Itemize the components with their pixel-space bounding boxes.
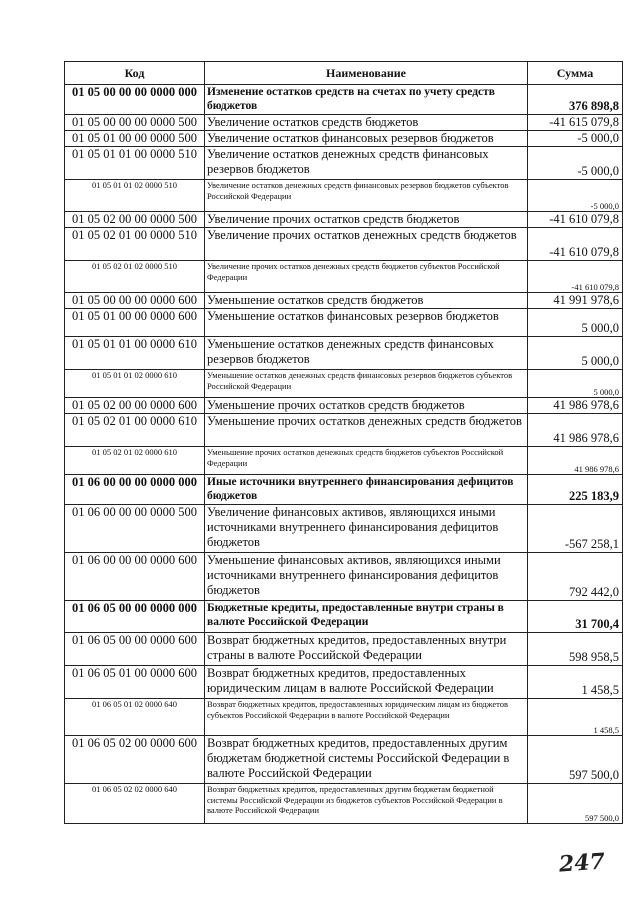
sum-cell: 41 986 978,6 xyxy=(528,398,623,414)
name-cell: Возврат бюджетных кредитов, предоставленных другим бюджетам бюджетной системы Российской Федерации в валюте Российской Федерации xyxy=(205,736,528,784)
name-cell: Увеличение финансовых активов, являющихся иными источниками внутреннего финансирования дефицитов бюджетов xyxy=(205,505,528,553)
name-cell: Уменьшение остатков денежных средств финансовых резервов бюджетов субъектов Российской Федерации xyxy=(205,370,528,398)
code-cell: 01 06 05 01 02 0000 640 xyxy=(65,699,205,736)
name-cell: Увеличение остатков средств бюджетов xyxy=(205,115,528,131)
code-cell: 01 05 00 00 00 0000 600 xyxy=(65,293,205,309)
name-cell: Увеличение прочих остатков средств бюджетов xyxy=(205,212,528,228)
name-cell: Иные источники внутреннего финансирования дефицитов бюджетов xyxy=(205,475,528,505)
sum-cell: 41 986 978,6 xyxy=(528,414,623,447)
sum-cell: -5 000,0 xyxy=(528,147,623,180)
code-cell: 01 06 05 02 00 0000 600 xyxy=(65,736,205,784)
sum-cell: 598 958,5 xyxy=(528,633,623,666)
table-row xyxy=(65,180,623,212)
sum-cell: 5 000,0 xyxy=(528,337,623,370)
name-cell: Возврат бюджетных кредитов, предоставленных юридическим лицам из бюджетов субъектов Российской Федерации в валюте Российской Федерации xyxy=(205,699,528,736)
code-cell: 01 06 05 00 00 0000 600 xyxy=(65,633,205,666)
code-cell: 01 05 02 01 02 0000 610 xyxy=(65,447,205,475)
name-cell: Уменьшение прочих остатков денежных средств бюджетов xyxy=(205,414,528,447)
sum-cell: 41 991 978,6 xyxy=(528,293,623,309)
sum-cell: -41 610 079,8 xyxy=(528,212,623,228)
table-row xyxy=(65,414,623,447)
code-cell: 01 05 00 00 00 0000 000 xyxy=(65,85,205,115)
table-row xyxy=(65,228,623,261)
sum-cell: -41 615 079,8 xyxy=(528,115,623,131)
table-row xyxy=(65,309,623,337)
sum-cell: 41 986 978,6 xyxy=(528,447,623,475)
code-cell: 01 06 05 01 00 0000 600 xyxy=(65,666,205,699)
table-row xyxy=(65,736,623,784)
sum-cell: 1 458,5 xyxy=(528,666,623,699)
code-cell: 01 05 01 01 00 0000 510 xyxy=(65,147,205,180)
sum-cell: 597 500,0 xyxy=(528,784,623,824)
name-cell: Уменьшение остатков денежных средств финансовых резервов бюджетов xyxy=(205,337,528,370)
name-cell: Увеличение остатков денежных средств финансовых резервов бюджетов субъектов Российской Федерации xyxy=(205,180,528,212)
sum-cell: 225 183,9 xyxy=(528,475,623,505)
table-row xyxy=(65,337,623,370)
code-cell: 01 05 01 01 02 0000 510 xyxy=(65,180,205,212)
code-cell: 01 05 02 01 00 0000 610 xyxy=(65,414,205,447)
sum-cell: -5 000,0 xyxy=(528,180,623,212)
page-number: 247 xyxy=(558,848,606,878)
table-row xyxy=(65,784,623,824)
sum-cell: 792 442,0 xyxy=(528,553,623,601)
table-row xyxy=(65,131,623,147)
code-cell: 01 05 01 00 00 0000 600 xyxy=(65,309,205,337)
sum-cell: 376 898,8 xyxy=(528,85,623,115)
table-row xyxy=(65,601,623,633)
table-body xyxy=(65,85,623,824)
header-sum: Сумма xyxy=(528,62,623,85)
table-row xyxy=(65,699,623,736)
code-cell: 01 05 02 00 00 0000 500 xyxy=(65,212,205,228)
name-cell: Уменьшение финансовых активов, являющихся иными источниками внутреннего финансирования дефицитов бюджетов xyxy=(205,553,528,601)
code-cell: 01 06 00 00 00 0000 600 xyxy=(65,553,205,601)
table-row xyxy=(65,553,623,601)
table-row xyxy=(65,505,623,553)
name-cell: Уменьшение остатков финансовых резервов бюджетов xyxy=(205,309,528,337)
name-cell: Бюджетные кредиты, предоставленные внутри страны в валюте Российской Федерации xyxy=(205,601,528,633)
table-row xyxy=(65,398,623,414)
code-cell: 01 05 00 00 00 0000 500 xyxy=(65,115,205,131)
name-cell: Возврат бюджетных кредитов, предоставленных другим бюджетам бюджетной системы Российской Федерации из бюджетов субъектов Российской Федерации в валюте Российской Федерации xyxy=(205,784,528,824)
sum-cell: 597 500,0 xyxy=(528,736,623,784)
name-cell: Изменение остатков средств на счетах по учету средств бюджетов xyxy=(205,85,528,115)
table-row xyxy=(65,633,623,666)
name-cell: Возврат бюджетных кредитов, предоставленных юридическим лицам в валюте Российской Федерации xyxy=(205,666,528,699)
sum-cell: -41 610 079,8 xyxy=(528,261,623,293)
table-row xyxy=(65,147,623,180)
code-cell: 01 06 05 00 00 0000 000 xyxy=(65,601,205,633)
name-cell: Увеличение остатков финансовых резервов бюджетов xyxy=(205,131,528,147)
code-cell: 01 05 02 00 00 0000 600 xyxy=(65,398,205,414)
name-cell: Уменьшение прочих остатков средств бюджетов xyxy=(205,398,528,414)
name-cell: Уменьшение остатков средств бюджетов xyxy=(205,293,528,309)
code-cell: 01 06 00 00 00 0000 000 xyxy=(65,475,205,505)
code-cell: 01 06 00 00 00 0000 500 xyxy=(65,505,205,553)
name-cell: Уменьшение прочих остатков денежных средств бюджетов субъектов Российской Федерации xyxy=(205,447,528,475)
sum-cell: 5 000,0 xyxy=(528,370,623,398)
table-row xyxy=(65,370,623,398)
sum-cell: -41 610 079,8 xyxy=(528,228,623,261)
table-row xyxy=(65,475,623,505)
sum-cell: 31 700,4 xyxy=(528,601,623,633)
table-row xyxy=(65,261,623,293)
sum-cell: 1 458,5 xyxy=(528,699,623,736)
name-cell: Возврат бюджетных кредитов, предоставленных внутри страны в валюте Российской Федерации xyxy=(205,633,528,666)
table-row xyxy=(65,666,623,699)
name-cell: Увеличение остатков денежных средств финансовых резервов бюджетов xyxy=(205,147,528,180)
table-row xyxy=(65,85,623,115)
code-cell: 01 05 01 01 02 0000 610 xyxy=(65,370,205,398)
name-cell: Увеличение прочих остатков денежных средств бюджетов субъектов Российской Федерации xyxy=(205,261,528,293)
table-row xyxy=(65,115,623,131)
code-cell: 01 05 01 01 00 0000 610 xyxy=(65,337,205,370)
budget-sources-table xyxy=(64,61,623,824)
sum-cell: 5 000,0 xyxy=(528,309,623,337)
code-cell: 01 05 02 01 02 0000 510 xyxy=(65,261,205,293)
code-cell: 01 06 05 02 02 0000 640 xyxy=(65,784,205,824)
code-cell: 01 05 01 00 00 0000 500 xyxy=(65,131,205,147)
sum-cell: -567 258,1 xyxy=(528,505,623,553)
table-row xyxy=(65,293,623,309)
code-cell: 01 05 02 01 00 0000 510 xyxy=(65,228,205,261)
sum-cell: -5 000,0 xyxy=(528,131,623,147)
table-row xyxy=(65,447,623,475)
table-row xyxy=(65,212,623,228)
header-code: Код xyxy=(65,62,205,85)
name-cell: Увеличение прочих остатков денежных средств бюджетов xyxy=(205,228,528,261)
table-header-row xyxy=(65,62,623,85)
header-name: Наименование xyxy=(205,62,528,85)
